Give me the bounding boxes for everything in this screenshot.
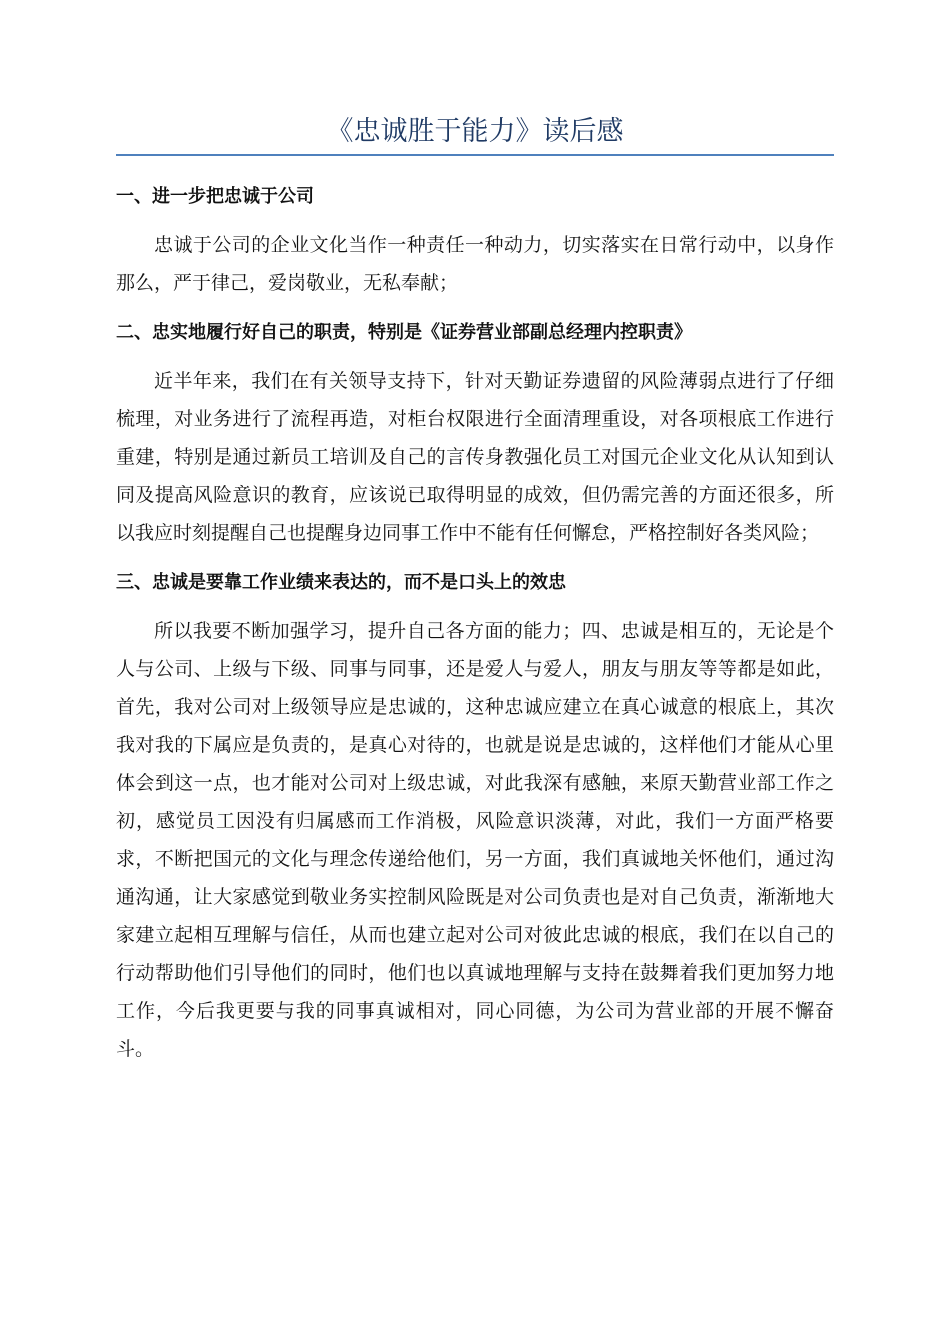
section-heading-2: 二、忠实地履行好自己的职责，特别是《证券营业部副总经理内控职责》 <box>116 322 692 343</box>
section-heading-3: 三、忠诚是要靠工作业绩来表达的，而不是口头上的效忠 <box>116 572 566 593</box>
section-paragraph-1: 忠诚于公司的企业文化当作一种责任一种动力，切实落实在日常行动中，以身作那么，严于律己，爱岗敬业，无私奉献； <box>116 234 834 294</box>
section-paragraph-2: 近半年来，我们在有关领导支持下，针对天勤证券遗留的风险薄弱点进行了仔细梳理，对业务进行了流程再造，对柜台权限进行全面清理重设，对各项根底工作进行重建，特别是通过新员工培训及自己的言传身教强化员工对国元企业文化从认知到认同及提高风险意识的教育，应该说已取得明显的成效，但仍需完善的方面还很多，所以我应时刻提醒自己也提醒身边同事工作中不能有任何懈怠，严格控制好各类风险； <box>116 370 834 544</box>
section-heading-1: 一、进一步把忠诚于公司 <box>116 186 314 207</box>
document-page <box>116 112 834 1068</box>
section-paragraph-3: 所以我要不断加强学习，提升自己各方面的能力；四、忠诚是相互的，无论是个人与公司、上级与下级、同事与同事，还是爱人与爱人，朋友与朋友等等都是如此，首先，我对公司对上级领导应是忠诚的，这种忠诚应建立在真心诚意的根底上，其次我对我的下属应是负责的，是真心对待的，也就是说是忠诚的，这样他们才能从心里体会到这一点，也才能对公司对上级忠诚，对此我深有感触，来原天勤营业部工作之初，感觉员工因没有归属感而工作消极，风险意识淡薄，对此，我们一方面严格要求，不断把国元的文化与理念传递给他们，另一方面，我们真诚地关怀他们，通过沟通沟通，让大家感觉到敬业务实控制风险既是对公司负责也是对自己负责，渐渐地大家建立起相互理解与信任，从而也建立起对公司对彼此忠诚的根底，我们在以自己的行动帮助他们引导他们的同时，他们也以真诚地理解与支持在鼓舞着我们更加努力地工作，今后我更要与我的同事真诚相对，同心同德，为公司为营业部的开展不懈奋斗。 <box>116 620 834 1060</box>
document-title: 《忠诚胜于能力》读后感 <box>116 112 834 156</box>
